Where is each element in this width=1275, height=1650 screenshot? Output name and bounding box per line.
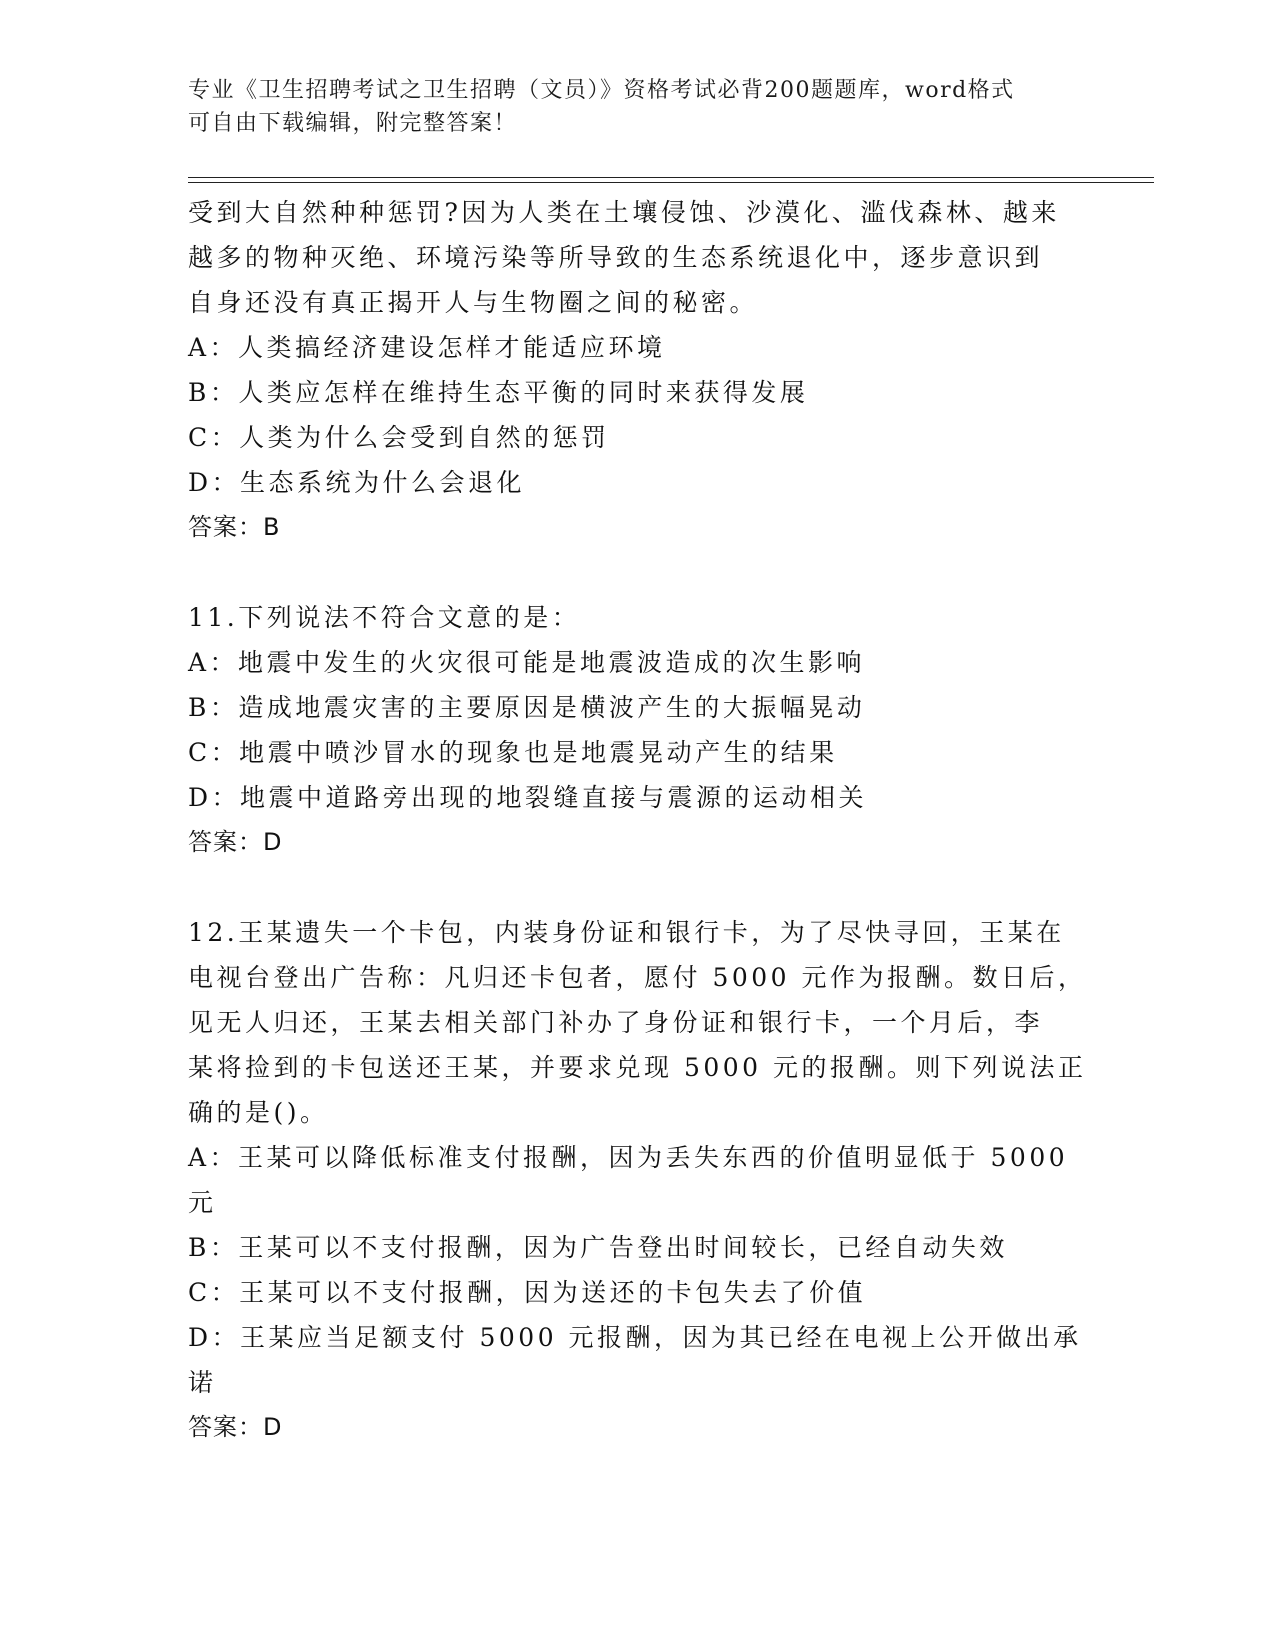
question-stem-line: 自身还没有真正揭开人与生物圈之间的秘密。 xyxy=(188,288,759,317)
spacer xyxy=(188,550,1088,595)
option-b: B：人类应怎样在维持生态平衡的同时来获得发展 xyxy=(188,378,809,407)
header-title-line-2: 可自由下载编辑，附完整答案！ xyxy=(188,111,518,136)
question-stem-line: 12.王某遗失一个卡包，内装身份证和银行卡，为了尽快寻回，王某在 xyxy=(188,918,1065,947)
option-d: D：生态系统为什么会退化 xyxy=(188,468,526,497)
question-stem-line: 电视台登出广告称：凡归还卡包者，愿付 5000 元作为报酬。数日后， xyxy=(188,963,1087,992)
question-stem-line: 越多的物种灭绝、环境污染等所导致的生态系统退化中，逐步意识到 xyxy=(188,243,1044,272)
question-11 xyxy=(188,595,1088,865)
answer-label: 答案：D xyxy=(188,828,283,856)
spacer xyxy=(188,865,1088,910)
option-a: A：人类搞经济建设怎样才能适应环境 xyxy=(188,333,666,362)
question-fragment xyxy=(188,190,1088,550)
document-header xyxy=(188,74,1088,140)
option-b: B：造成地震灾害的主要原因是横波产生的大振幅晃动 xyxy=(188,693,866,722)
header-divider xyxy=(188,177,1154,183)
question-stem-line: 11.下列说法不符合文意的是： xyxy=(188,603,581,632)
option-d: D：王某应当足额支付 5000 元报酬，因为其已经在电视上公开做出承 xyxy=(188,1323,1082,1352)
option-a: A：地震中发生的火灾很可能是地震波造成的次生影响 xyxy=(188,648,866,677)
question-stem-line: 见无人归还，王某去相关部门补办了身份证和银行卡，一个月后，李 xyxy=(188,1008,1044,1037)
question-12 xyxy=(188,910,1088,1450)
answer-label: 答案：B xyxy=(188,513,281,541)
option-d-continued: 诺 xyxy=(188,1368,217,1397)
option-b: B：王某可以不支付报酬，因为广告登出时间较长，已经自动失效 xyxy=(188,1233,1008,1262)
question-stem-line: 确的是()。 xyxy=(188,1098,329,1127)
option-d: D：地震中道路旁出现的地裂缝直接与震源的运动相关 xyxy=(188,783,868,812)
question-stem-line: 某将捡到的卡包送还王某，并要求兑现 5000 元的报酬。则下列说法正 xyxy=(188,1053,1087,1082)
question-stem-line: 受到大自然种种惩罚?因为人类在土壤侵蚀、沙漠化、滥伐森林、越来 xyxy=(188,198,1060,227)
option-c: C：人类为什么会受到自然的惩罚 xyxy=(188,423,610,452)
option-a-continued: 元 xyxy=(188,1188,217,1217)
option-c: C：地震中喷沙冒水的现象也是地震晃动产生的结果 xyxy=(188,738,838,767)
option-a: A：王某可以降低标准支付报酬，因为丢失东西的价值明显低于 5000 xyxy=(188,1143,1069,1172)
header-title-line-1: 专业《卫生招聘考试之卫生招聘（文员）》资格考试必背200题题库，word格式 xyxy=(188,78,1015,103)
option-c: C：王某可以不支付报酬，因为送还的卡包失去了价值 xyxy=(188,1278,867,1307)
document-body xyxy=(188,190,1088,1450)
answer-label: 答案：D xyxy=(188,1413,283,1441)
